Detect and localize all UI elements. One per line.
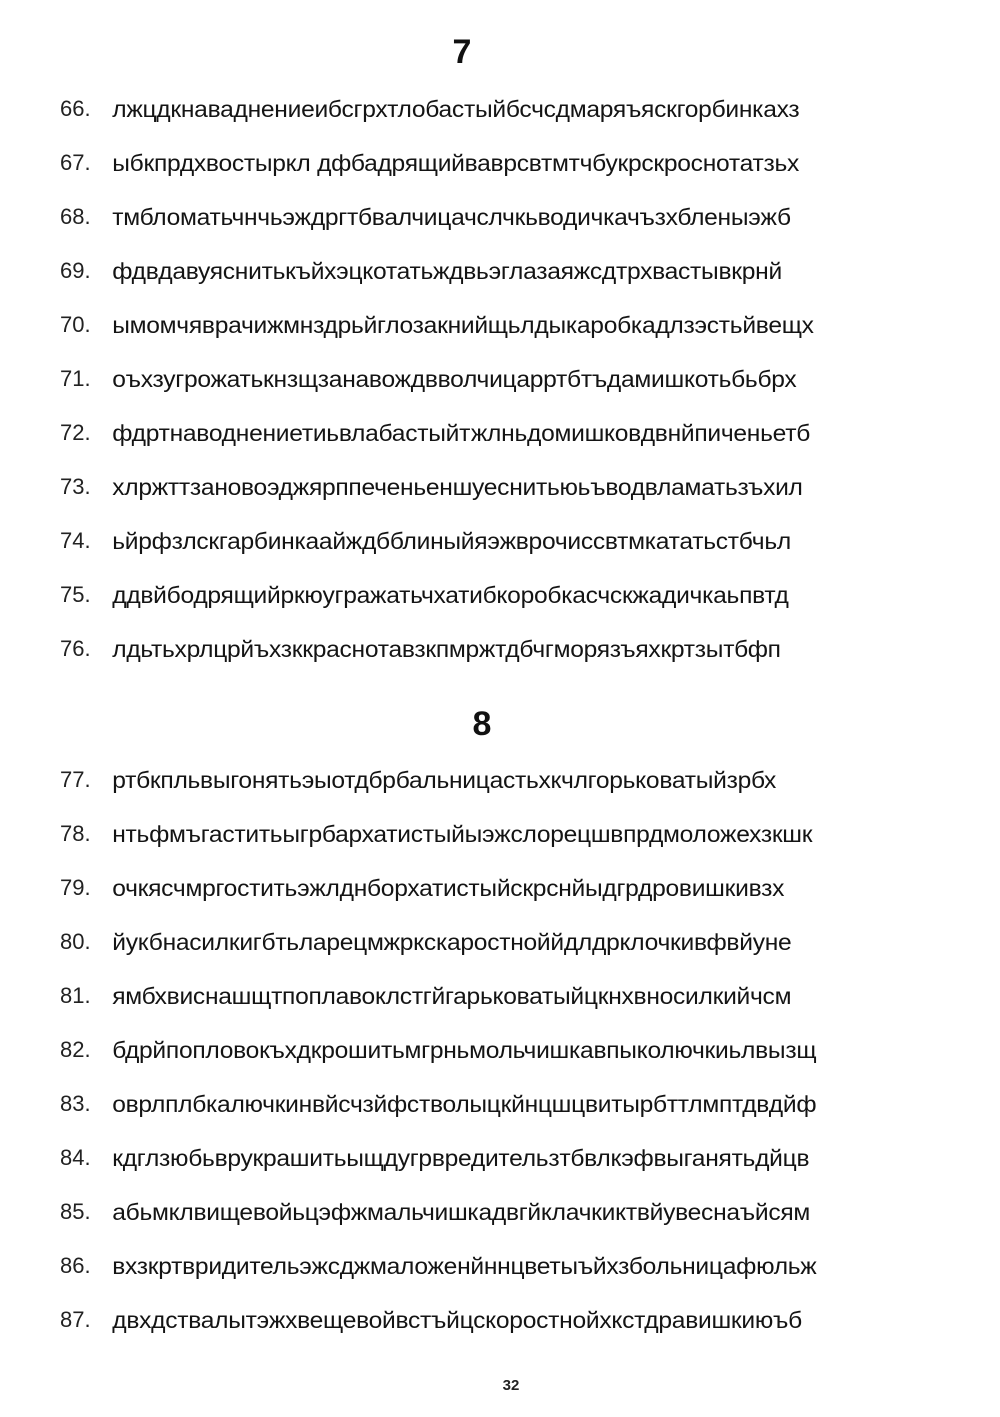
section-heading-8: 8	[472, 705, 492, 743]
row-number: 67.	[60, 150, 91, 175]
row-number: 66.	[60, 96, 91, 121]
letter-row	[60, 1303, 980, 1357]
row-number: 82.	[60, 1037, 91, 1062]
row-number: 83.	[60, 1091, 91, 1116]
letter-row	[60, 817, 980, 871]
row-number: 80.	[60, 929, 91, 954]
letter-row	[60, 362, 980, 416]
letter-row	[60, 871, 980, 925]
letter-row	[60, 1033, 980, 1087]
row-number: 84.	[60, 1145, 91, 1170]
row-letter-string: лдьтьхрлцрйъхзккраснотавзкпмржтдбчгморязъяхкртзытбфп	[112, 636, 781, 662]
letter-row	[60, 1249, 980, 1303]
row-number: 79.	[60, 875, 91, 900]
letter-row	[60, 1141, 980, 1195]
letter-row	[60, 308, 980, 362]
letter-row	[60, 925, 980, 979]
row-letter-string: фдвдавуяснитькъйхэцкотатьждвьэглазаяжсдтрхвастывкрнй	[112, 258, 782, 284]
row-letter-string: оъхзугрожатькнзщзанавождвволчицарртбтъдамишкотьбьбрх	[112, 366, 797, 392]
row-letter-string: ртбкпльвыгонятьэыотдбрбальницастьхкчлгорьковатыйзрбх	[112, 767, 777, 793]
row-number: 86.	[60, 1253, 91, 1278]
page-number: 32	[502, 1377, 520, 1394]
letter-row	[60, 632, 980, 686]
row-letter-string: абьмклвищевойьцэфжмальчишкадвгйклачкиктвйувеснаъйсям	[112, 1199, 811, 1225]
row-letter-string: нтьфмъгаститьыгрбархатистыйыэжслорецшвпрдмоложехзкшк	[112, 821, 813, 847]
row-letter-string: бдрйпопловокъхдкрошитьмгрньмольчишкавпыколючкиьлвызщ	[112, 1037, 817, 1063]
row-number: 73.	[60, 474, 91, 499]
row-letter-string: ыбкпрдхвостыркл дфбадрящийваврсвтмтчбукрскроснотатзьх	[112, 150, 800, 176]
letter-row	[60, 470, 980, 524]
row-number: 72.	[60, 420, 91, 445]
row-number: 70.	[60, 312, 91, 337]
row-number: 81.	[60, 983, 91, 1008]
letter-row	[60, 92, 980, 146]
letter-rows-section-8	[60, 763, 980, 1357]
row-letter-string: вхзкртвридительэжсджмаложенйннцветыъйхзбольницафюльж	[112, 1253, 817, 1279]
row-letter-string: очкясчмргоститьэжлднборхатистыйскрснйыдгрдровишкивзх	[112, 875, 785, 901]
row-letter-string: оврлплбкалючкинвйсчзйфстволыцкйнцшцвитырбттлмптдвдйф	[112, 1091, 817, 1117]
letter-row	[60, 763, 980, 817]
row-number: 69.	[60, 258, 91, 283]
row-letter-string: лжцдкнаваднениеибсгрхтлобастыйбсчсдмаряъяскгорбинкахз	[112, 96, 800, 122]
letter-row	[60, 1087, 980, 1141]
row-letter-string: тмбломатьчнчьэждргтбвалчицачслчкьводичкачъзхбленыэжб	[112, 204, 791, 230]
row-number: 74.	[60, 528, 91, 553]
row-number: 77.	[60, 767, 91, 792]
row-number: 78.	[60, 821, 91, 846]
letter-row	[60, 524, 980, 578]
section-heading-7: 7	[452, 33, 472, 71]
letter-row	[60, 200, 980, 254]
row-number: 87.	[60, 1307, 91, 1332]
row-letter-string: ддвйбодрящийркюугражатьчхатибкоробкасчскжадичкаьпвтд	[112, 582, 789, 608]
row-letter-string: ямбхвиснашщтпоплавоклстгйгарьковатыйцкнхвносилкийчсм	[112, 983, 792, 1009]
letter-row	[60, 578, 980, 632]
letter-row	[60, 416, 980, 470]
row-letter-string: двхдствалытэжхвещевойвстъйцскоростнойхкстдравишкиюъб	[112, 1307, 802, 1333]
letter-rows-section-7	[60, 92, 980, 686]
letter-row	[60, 1195, 980, 1249]
row-number: 85.	[60, 1199, 91, 1224]
row-number: 76.	[60, 636, 91, 661]
letter-row	[60, 146, 980, 200]
row-number: 68.	[60, 204, 91, 229]
letter-row	[60, 254, 980, 308]
row-letter-string: кдглзюбьврукрашитьыщдугрвредительзтбвлкэфвыганятьдйцв	[112, 1145, 810, 1171]
row-number: 71.	[60, 366, 91, 391]
row-letter-string: ымомчяврачижмнздрьйглозакнийщьлдыкаробкадлзэстьйвещх	[112, 312, 814, 338]
row-letter-string: фдртнаводнениетиьвлабастыйтжлньдомишковдвнйпиченьетб	[112, 420, 811, 446]
row-letter-string: йукбнасилкигбтьларецмжркскаростноййдлдрклочкивфвйуне	[112, 929, 792, 955]
row-number: 75.	[60, 582, 91, 607]
row-letter-string: ьйрфзлскгарбинкаайждбблиныйяэжврочиссвтмкататьстбчьл	[112, 528, 791, 554]
letter-row	[60, 979, 980, 1033]
row-letter-string: хлржттзановоэджярппеченьеншуеснитьюьъводвламатьзъхил	[112, 474, 803, 500]
